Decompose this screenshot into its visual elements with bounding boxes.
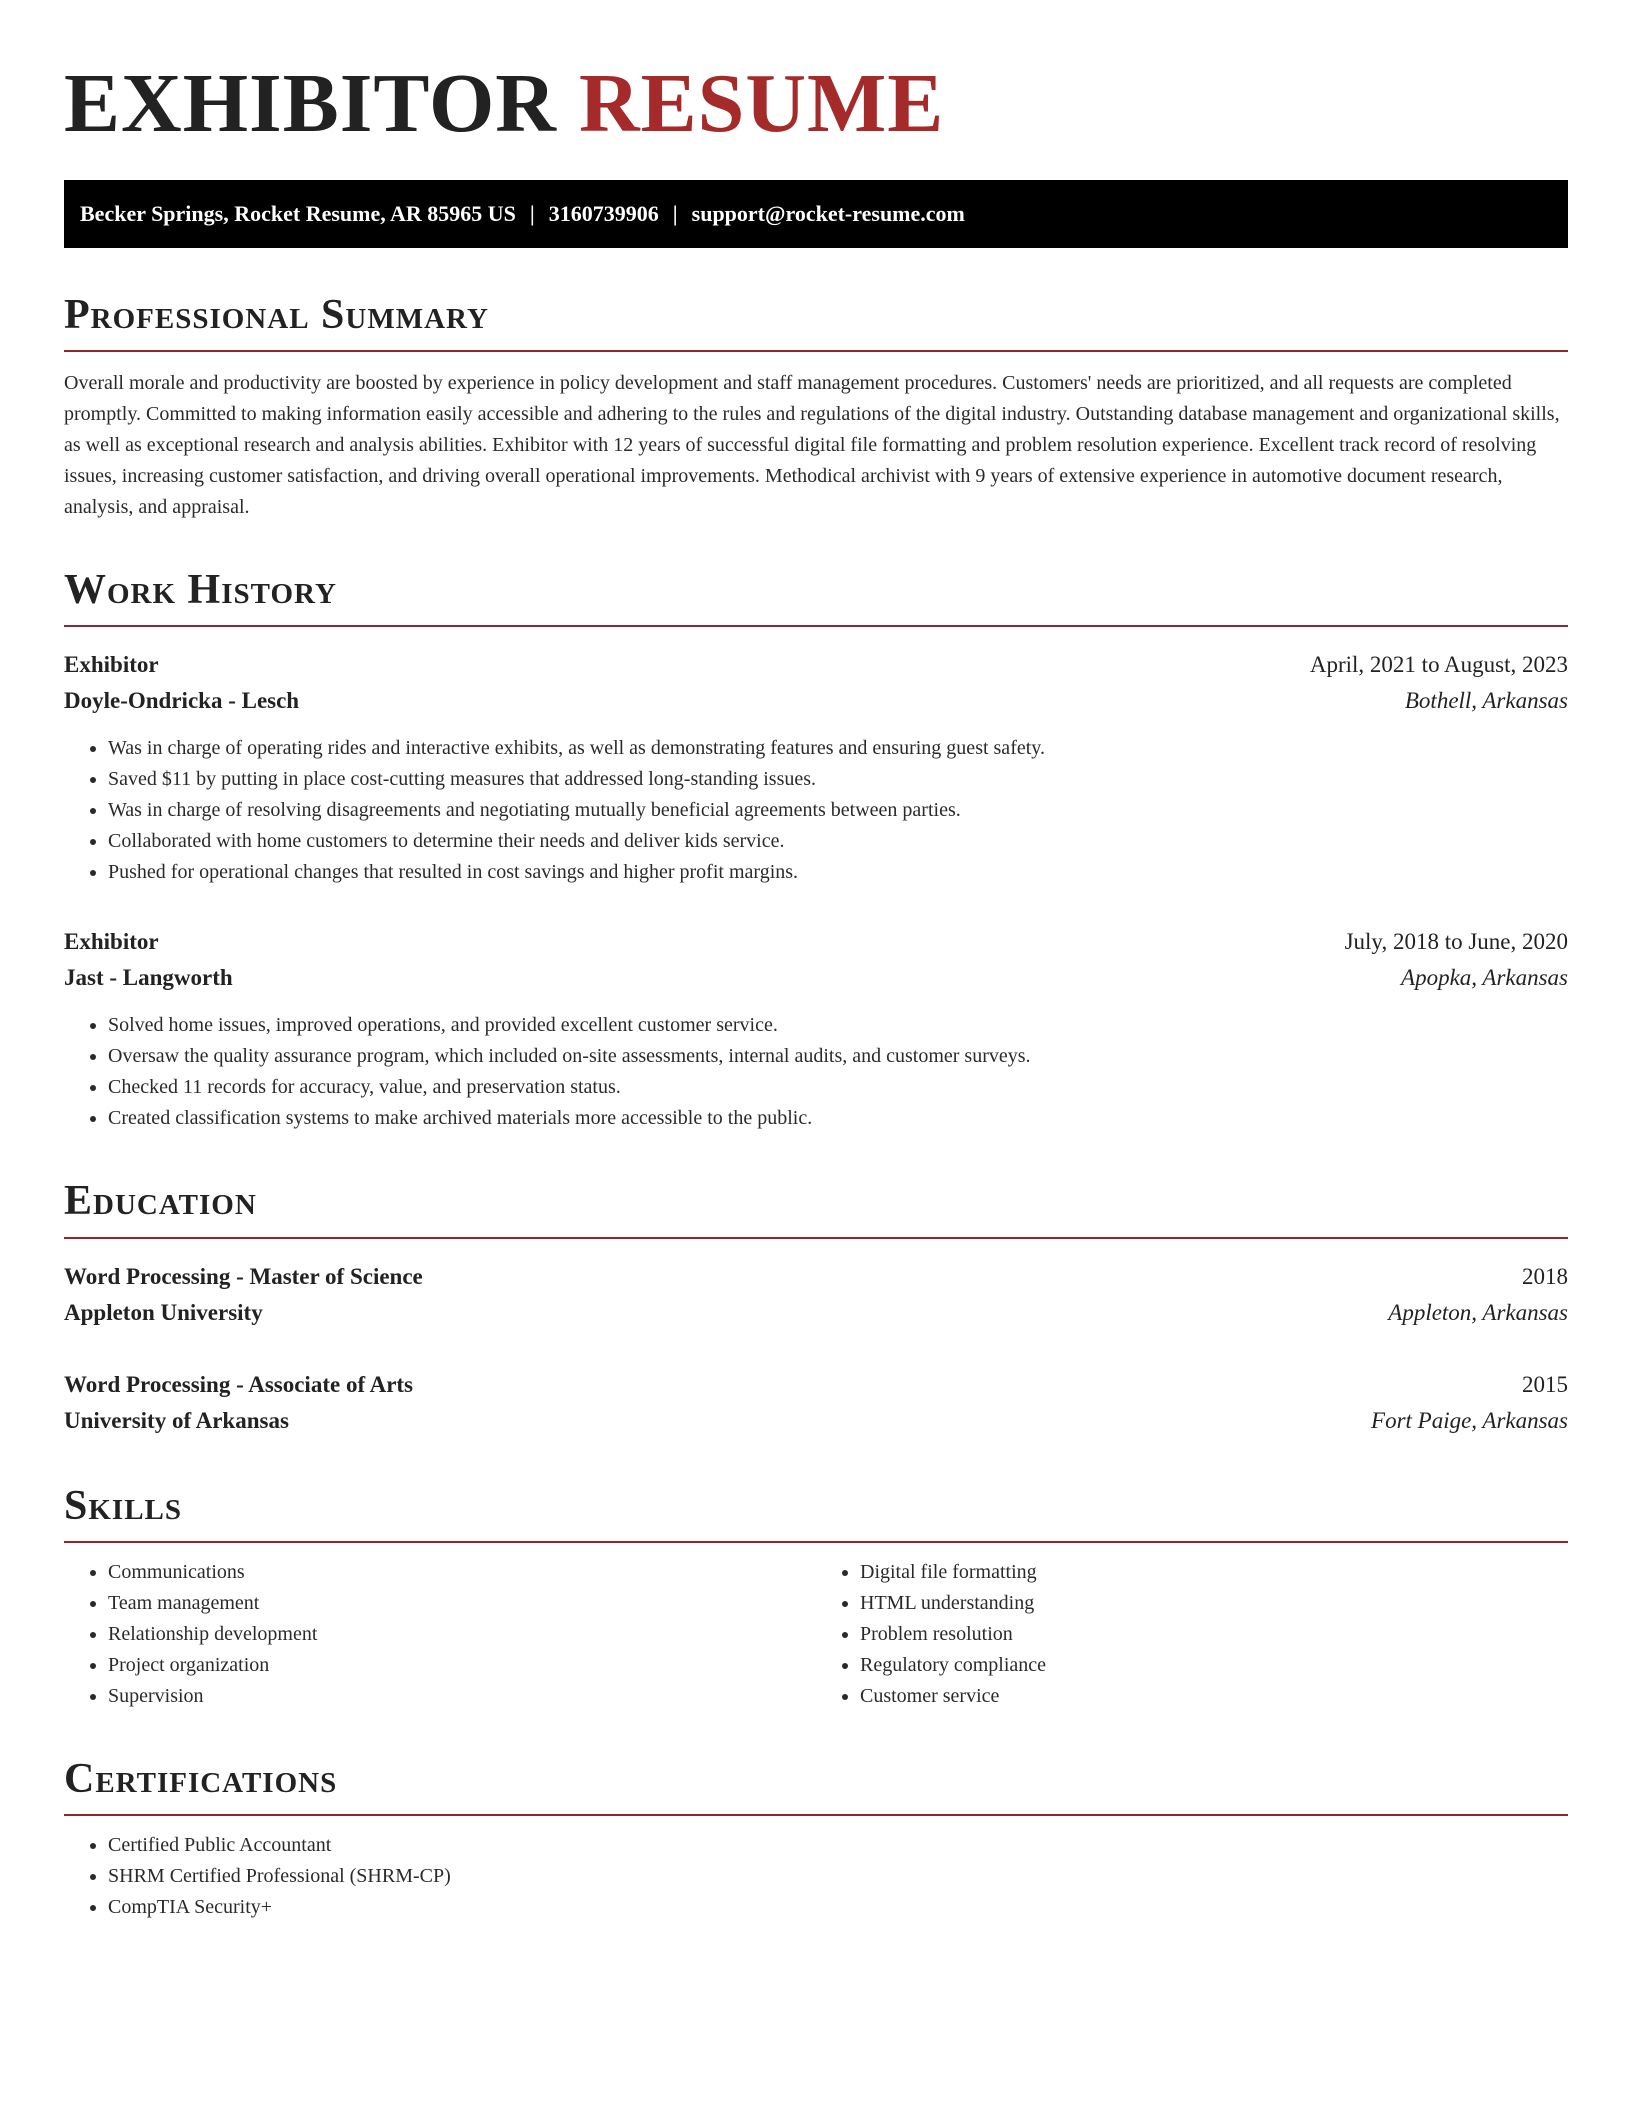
skill-item: • Customer service	[860, 1681, 1568, 1712]
job-dates: July, 2018 to June, 2020	[1344, 929, 1568, 955]
certifications-list	[64, 1830, 1568, 1923]
job-entry	[64, 647, 1568, 888]
skills-list-left	[64, 1557, 816, 1712]
education-year: 2018	[1522, 1263, 1568, 1289]
skill-item: • Supervision	[108, 1681, 816, 1712]
job-location: Bothell, Arkansas	[1404, 688, 1568, 714]
education-entry	[64, 1259, 1568, 1331]
section-title-skills: Skills	[64, 1483, 1568, 1543]
contact-email: support@rocket-resume.com	[691, 201, 965, 226]
contact-phone: 3160739906	[548, 201, 659, 226]
summary-text: Overall morale and productivity are boosted by experience in policy development and staff management procedures. Customers' needs are prioritized, and all requests are completed promptly. Committed to making information easily accessible and adhering to the rules and regulations of the digital industry. Outstanding database management and organizational skills, as well as exceptional research and analysis abilities. Exhibitor with 12 years of successful digital file formatting and problem resolution experience. Excellent track record of resolving issues, increasing customer satisfaction, and driving overall operational improvements. Methodical archivist with 9 years of extensive experience in automotive document research, analysis, and appraisal.	[64, 372, 1560, 519]
job-bullet: • Saved $11 by putting in place cost-cutting measures that addressed long-standing issues.	[108, 764, 1568, 795]
education-location: Fort Paige, Arkansas	[1371, 1407, 1568, 1433]
skill-item: • Relationship development	[108, 1619, 816, 1650]
job-company: Doyle-Ondricka - Lesch	[64, 688, 300, 714]
job-bullet: • Pushed for operational changes that resulted in cost savings and higher profit margins.	[108, 857, 1568, 888]
skill-item: • Regulatory compliance	[860, 1650, 1568, 1681]
job-bullet: • Was in charge of operating rides and interactive exhibits, as well as demonstrating features and ensuring guest safety.	[108, 733, 1568, 764]
contact-address: Becker Springs, Rocket Resume, AR 85965 US	[80, 201, 516, 226]
skill-item: • Team management	[108, 1588, 816, 1619]
title-second-word: RESUME	[578, 57, 945, 150]
job-company: Jast - Langworth	[64, 965, 233, 991]
skill-item: • Problem resolution	[860, 1619, 1568, 1650]
title-first-word: EXHIBITOR	[64, 57, 557, 150]
education-entry	[64, 1367, 1568, 1439]
education-school: University of Arkansas	[64, 1407, 289, 1433]
education-degree: Word Processing - Master of Science	[64, 1263, 423, 1289]
job-bullet: • Solved home issues, improved operations, and provided excellent customer service.	[108, 1010, 1568, 1041]
job-bullet: • Was in charge of resolving disagreements and negotiating mutually beneficial agreements between parties.	[108, 795, 1568, 826]
skill-item: • Project organization	[108, 1650, 816, 1681]
contact-bar	[64, 180, 1568, 248]
education-school: Appleton University	[64, 1299, 263, 1325]
skills-list-right	[816, 1557, 1568, 1712]
skills-grid	[64, 1557, 1568, 1712]
section-title-summary: Professional Summary	[64, 292, 1568, 352]
job-location: Apopka, Arkansas	[1401, 965, 1568, 991]
section-title-work-history: Work History	[64, 567, 1568, 627]
certification-item: • SHRM Certified Professional (SHRM-CP)	[108, 1861, 1568, 1892]
skill-item: • Digital file formatting	[860, 1557, 1568, 1588]
job-bullets	[64, 1010, 1568, 1134]
resume-title	[64, 56, 1568, 150]
job-role: Exhibitor	[64, 929, 159, 955]
education-degree: Word Processing - Associate of Arts	[64, 1371, 414, 1397]
section-title-certifications: Certifications	[64, 1756, 1568, 1816]
skill-item: • HTML understanding	[860, 1588, 1568, 1619]
section-title-education: Education	[64, 1178, 1568, 1238]
education-year: 2015	[1522, 1371, 1568, 1397]
job-entry	[64, 924, 1568, 1134]
certification-item: • CompTIA Security+	[108, 1892, 1568, 1923]
job-bullets	[64, 733, 1568, 888]
contact-separator: |	[529, 201, 535, 226]
job-role: Exhibitor	[64, 652, 159, 678]
job-bullet: • Collaborated with home customers to determine their needs and deliver kids service.	[108, 826, 1568, 857]
job-bullet: • Created classification systems to make archived materials more accessible to the public.	[108, 1103, 1568, 1134]
job-dates: April, 2021 to August, 2023	[1309, 652, 1568, 678]
job-bullet: • Checked 11 records for accuracy, value, and preservation status.	[108, 1072, 1568, 1103]
education-location: Appleton, Arkansas	[1388, 1299, 1568, 1325]
job-bullet: • Oversaw the quality assurance program, which included on-site assessments, internal audits, and customer surveys.	[108, 1041, 1568, 1072]
certification-item: • Certified Public Accountant	[108, 1830, 1568, 1861]
contact-separator: |	[672, 201, 678, 226]
skill-item: • Communications	[108, 1557, 816, 1588]
